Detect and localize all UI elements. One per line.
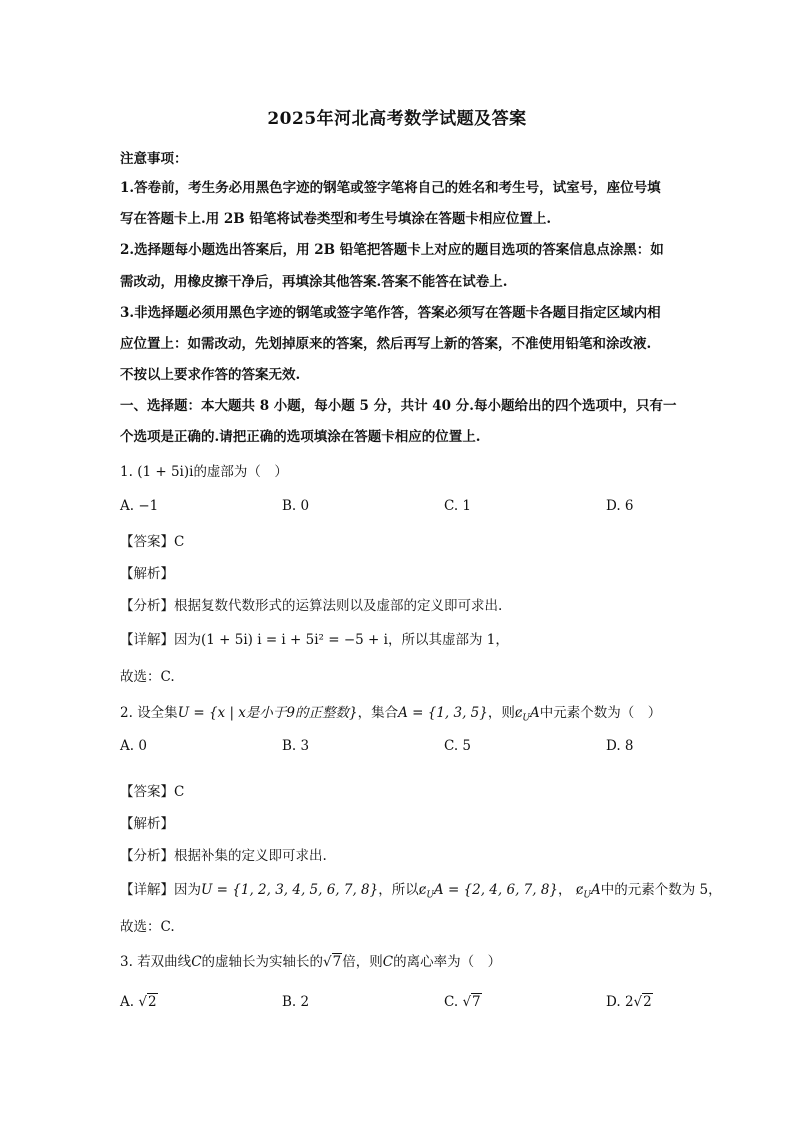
complement-symbol: ȼ — [514, 705, 523, 721]
note-line-2: 写在答题卡上.用 2B 铅笔将试卷类型和考生号填涂在答题卡相应位置上. — [120, 211, 552, 227]
option-b: B. 0 — [282, 498, 310, 514]
notes-heading: 注意事项： — [120, 151, 188, 167]
sqrt-expression: √7 — [323, 954, 342, 970]
detailed-solution: 【详解】因为U = {1, 2, 3, 4, 5, 6, 7, 8}，所以$ȼ_UA = \{2$, 4, 6, 7, 8}， $ȼ_UA$中的元素个数为 5， — [120, 882, 722, 901]
option-a: A. √2 — [120, 994, 157, 1010]
question-number: 3. — [120, 954, 133, 970]
set-u-expression: U = {x | x是小于9的正整数} — [177, 705, 358, 721]
analysis-heading: 【解析】 — [120, 816, 174, 832]
answer-line: 【答案】C — [120, 784, 185, 800]
option-d: D. 8 — [606, 738, 634, 754]
note-line-1: 1.答卷前，考生务必用黑色字迹的钢笔或签字笔将自己的姓名和考生号，试室号，座位号填 — [120, 180, 661, 196]
option-d: D. 6 — [606, 498, 634, 514]
question-number: 2. — [120, 705, 133, 721]
question-expression: (1 + 5i)i — [137, 464, 194, 480]
solution-expression: (1 + 5i) i = i + 5i² = −5 + i — [201, 632, 388, 648]
note-line-7: 不按以上要求作答的答案无效. — [120, 367, 301, 383]
option-a: A. 0 — [120, 738, 147, 754]
note-line-6: 应位置上：如需改动，先划掉原来的答案，然后再写上新的答案，不准使用铅笔和涂改液. — [120, 336, 652, 352]
section-line-1: 一、选择题：本大题共 8 小题，每小题 5 分，共计 40 分.每小题给出的四个选项中，只有一 — [120, 398, 677, 414]
detailed-solution: 【详解】因为(1 + 5i) i = i + 5i² = −5 + i，所以其虚部为 1， — [120, 632, 509, 648]
option-a: A. −1 — [120, 498, 159, 514]
option-c: C. √7 — [444, 994, 481, 1010]
choice-line: 故选：C. — [120, 669, 175, 685]
analysis-summary: 【分析】根据补集的定义即可求出. — [120, 848, 327, 864]
question-number: 1. — [120, 464, 133, 480]
option-d: D. 2√2 — [606, 994, 652, 1010]
note-line-5: 3.非选择题必须用黑色字迹的钢笔或签字笔作答，答案必须写在答题卡各题目指定区域内相 — [120, 305, 661, 321]
page-title: 2025年河北高考数学试题及答案 — [267, 109, 527, 129]
question-1 — [120, 460, 288, 480]
question-2: 2. 设全集U = {x | x是小于9的正整数}，集合A = {1, 3, 5}，则$ȼ_UA$中元素个数为（ ） — [120, 705, 662, 724]
option-b: B. 3 — [282, 738, 310, 754]
set-a-expression: A = {1, 3, 5} — [398, 705, 488, 721]
choice-line: 故选：C. — [120, 919, 175, 935]
answer-line: 【答案】C — [120, 534, 185, 550]
question-3: 3. 若双曲线C的虚轴长为实轴长的√7倍，则C的离心率为（ ） — [120, 954, 502, 970]
analysis-summary: 【分析】根据复数代数形式的运算法则以及虚部的定义即可求出. — [120, 598, 503, 614]
option-b: B. 2 — [282, 994, 310, 1010]
option-c: C. 5 — [444, 738, 472, 754]
note-line-3: 2.选择题每小题选出答案后，用 2B 铅笔把答题卡上对应的题目选项的答案信息点涂黑：如 — [120, 242, 664, 258]
question-text: 的虚部为（ ） — [193, 464, 288, 480]
analysis-heading: 【解析】 — [120, 566, 174, 582]
note-line-4: 需改动，用橡皮擦干净后，再填涂其他答案.答案不能答在试卷上. — [120, 274, 508, 290]
option-c: C. 1 — [444, 498, 472, 514]
section-line-2: 个选项是正确的.请把正确的选项填涂在答题卡相应的位置上. — [120, 429, 481, 445]
